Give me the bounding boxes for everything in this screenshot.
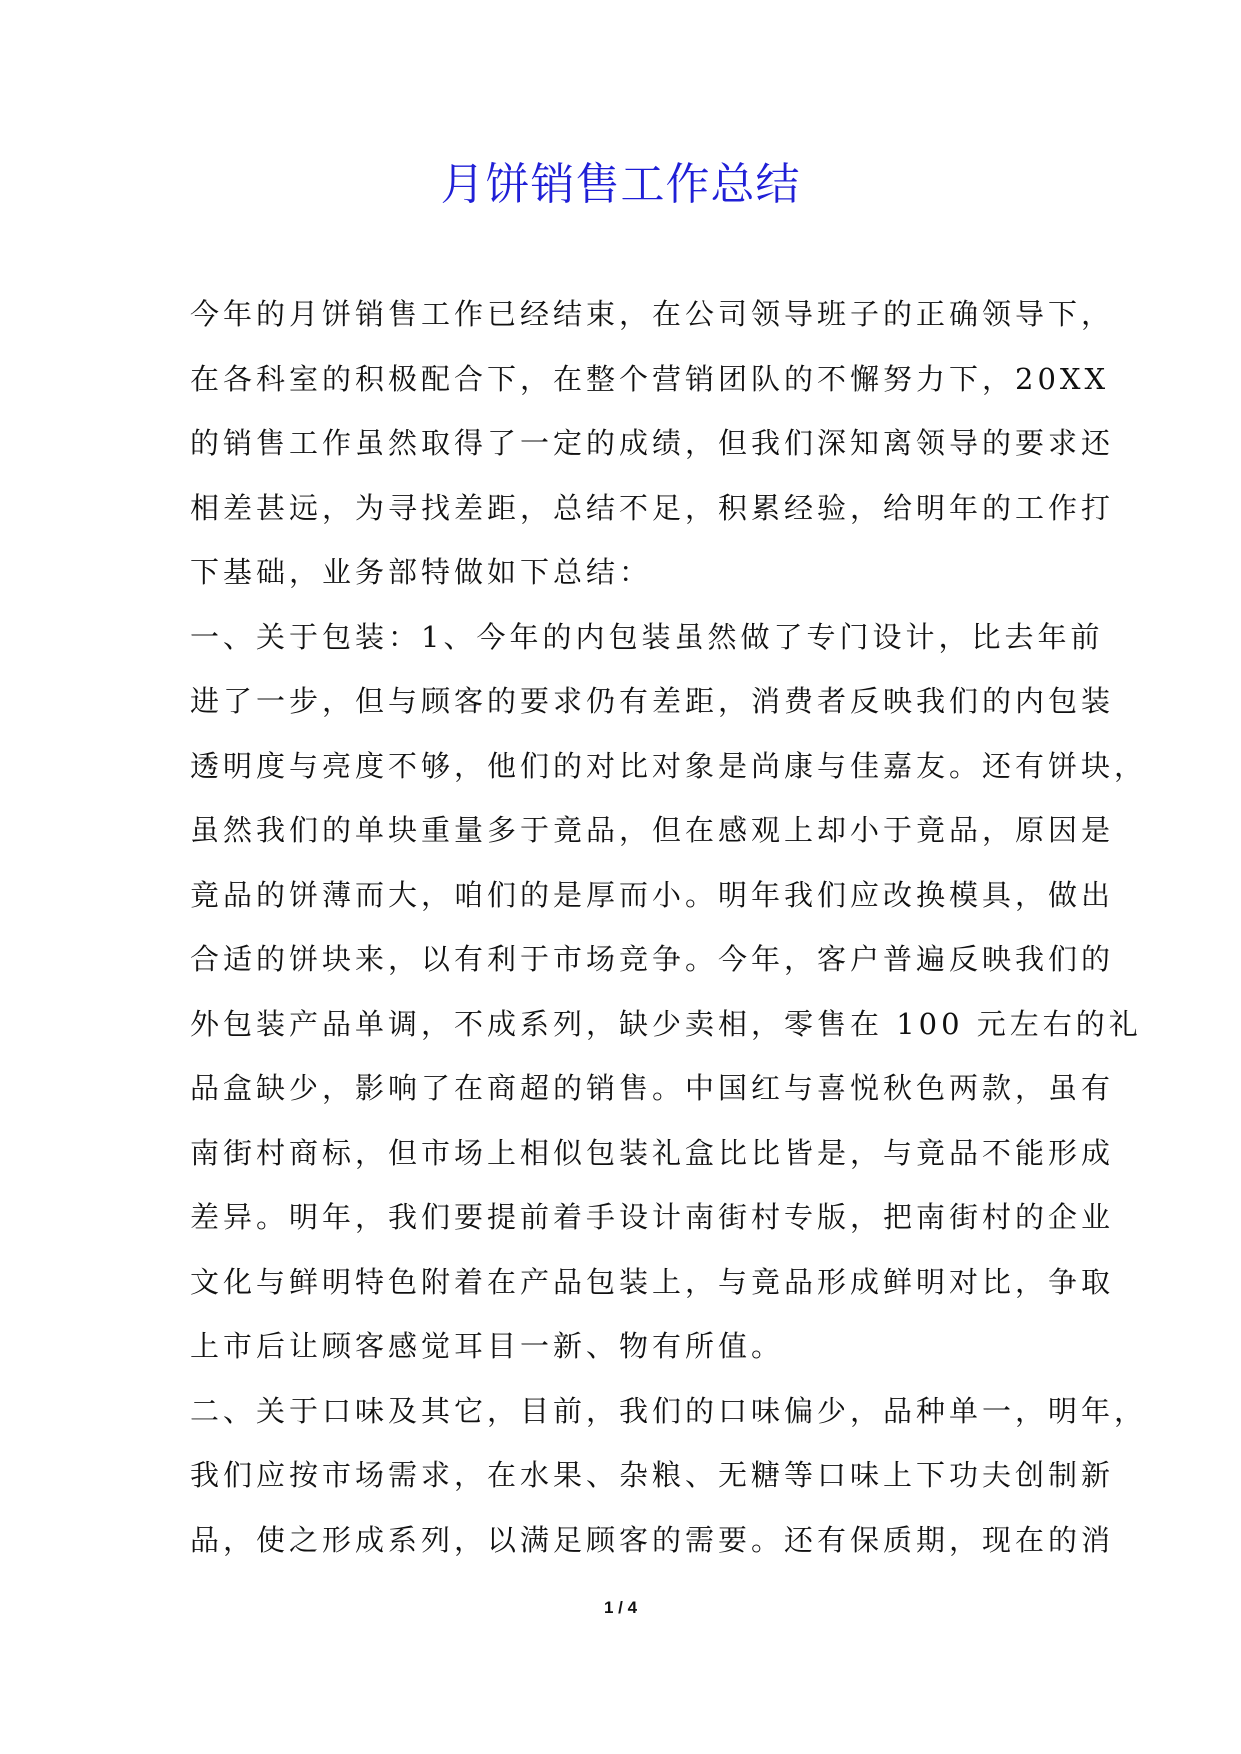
text-line: 下基础，业务部特做如下总结： [190,555,653,589]
text-line: 上市后让顾客感觉耳目一新、物有所值。 [190,1329,785,1363]
text-line: 差异。明年，我们要提前着手设计南街村专版，把南街村的企业 [190,1200,1115,1234]
text-line: 我们应按市场需求，在水果、杂粮、无糖等口味上下功夫创制新 [190,1458,1115,1492]
document-body [190,282,1148,1572]
page-number: 1 / 4 [603,1598,638,1617]
text-line: 南街村商标，但市场上相似包装礼盒比比皆是，与竟品不能形成 [190,1135,1115,1170]
text-line: 进了一步，但与顾客的要求仍有差距，消费者反映我们的内包装 [190,684,1115,718]
text-line: 合适的饼块来，以有利于市场竞争。今年，客户普遍反映我们的 [190,942,1115,976]
text-line: 一、关于包装：1、今年的内包装虽然做了专门设计，比去年前 [190,619,1104,654]
text-line: 虽然我们的单块重量多于竟品，但在感观上却小于竟品，原因是 [190,813,1115,847]
document-title: 月饼销售工作总结 [440,159,801,210]
text-line: 的销售工作虽然取得了一定的成绩，但我们深知离领导的要求还 [190,426,1115,460]
text-line: 二、关于口味及其它，目前，我们的口味偏少，品种单一，明年， [190,1393,1148,1428]
text-line: 文化与鲜明特色附着在产品包装上，与竟品形成鲜明对比，争取 [190,1264,1115,1299]
text-line: 透明度与亮度不够，他们的对比对象是尚康与佳嘉友。还有饼块， [190,748,1148,783]
text-line: 品盒缺少，影响了在商超的销售。中国红与喜悦秋色两款，虽有 [190,1071,1115,1105]
text-line: 相差甚远，为寻找差距，总结不足，积累经验，给明年的工作打 [190,490,1115,525]
text-line: 品，使之形成系列，以满足顾客的需要。还有保质期，现在的消 [190,1522,1115,1557]
text-line: 外包装产品单调，不成系列，缺少卖相，零售在 100 元左右的礼 [190,1006,1142,1041]
text-line: 竟品的饼薄而大，咱们的是厚而小。明年我们应改换模具，做出 [190,877,1115,912]
text-line: 在各科室的积极配合下，在整个营销团队的不懈努力下，20XX [190,361,1110,396]
text-line: 今年的月饼销售工作已经结束，在公司领导班子的正确领导下， [190,297,1115,331]
